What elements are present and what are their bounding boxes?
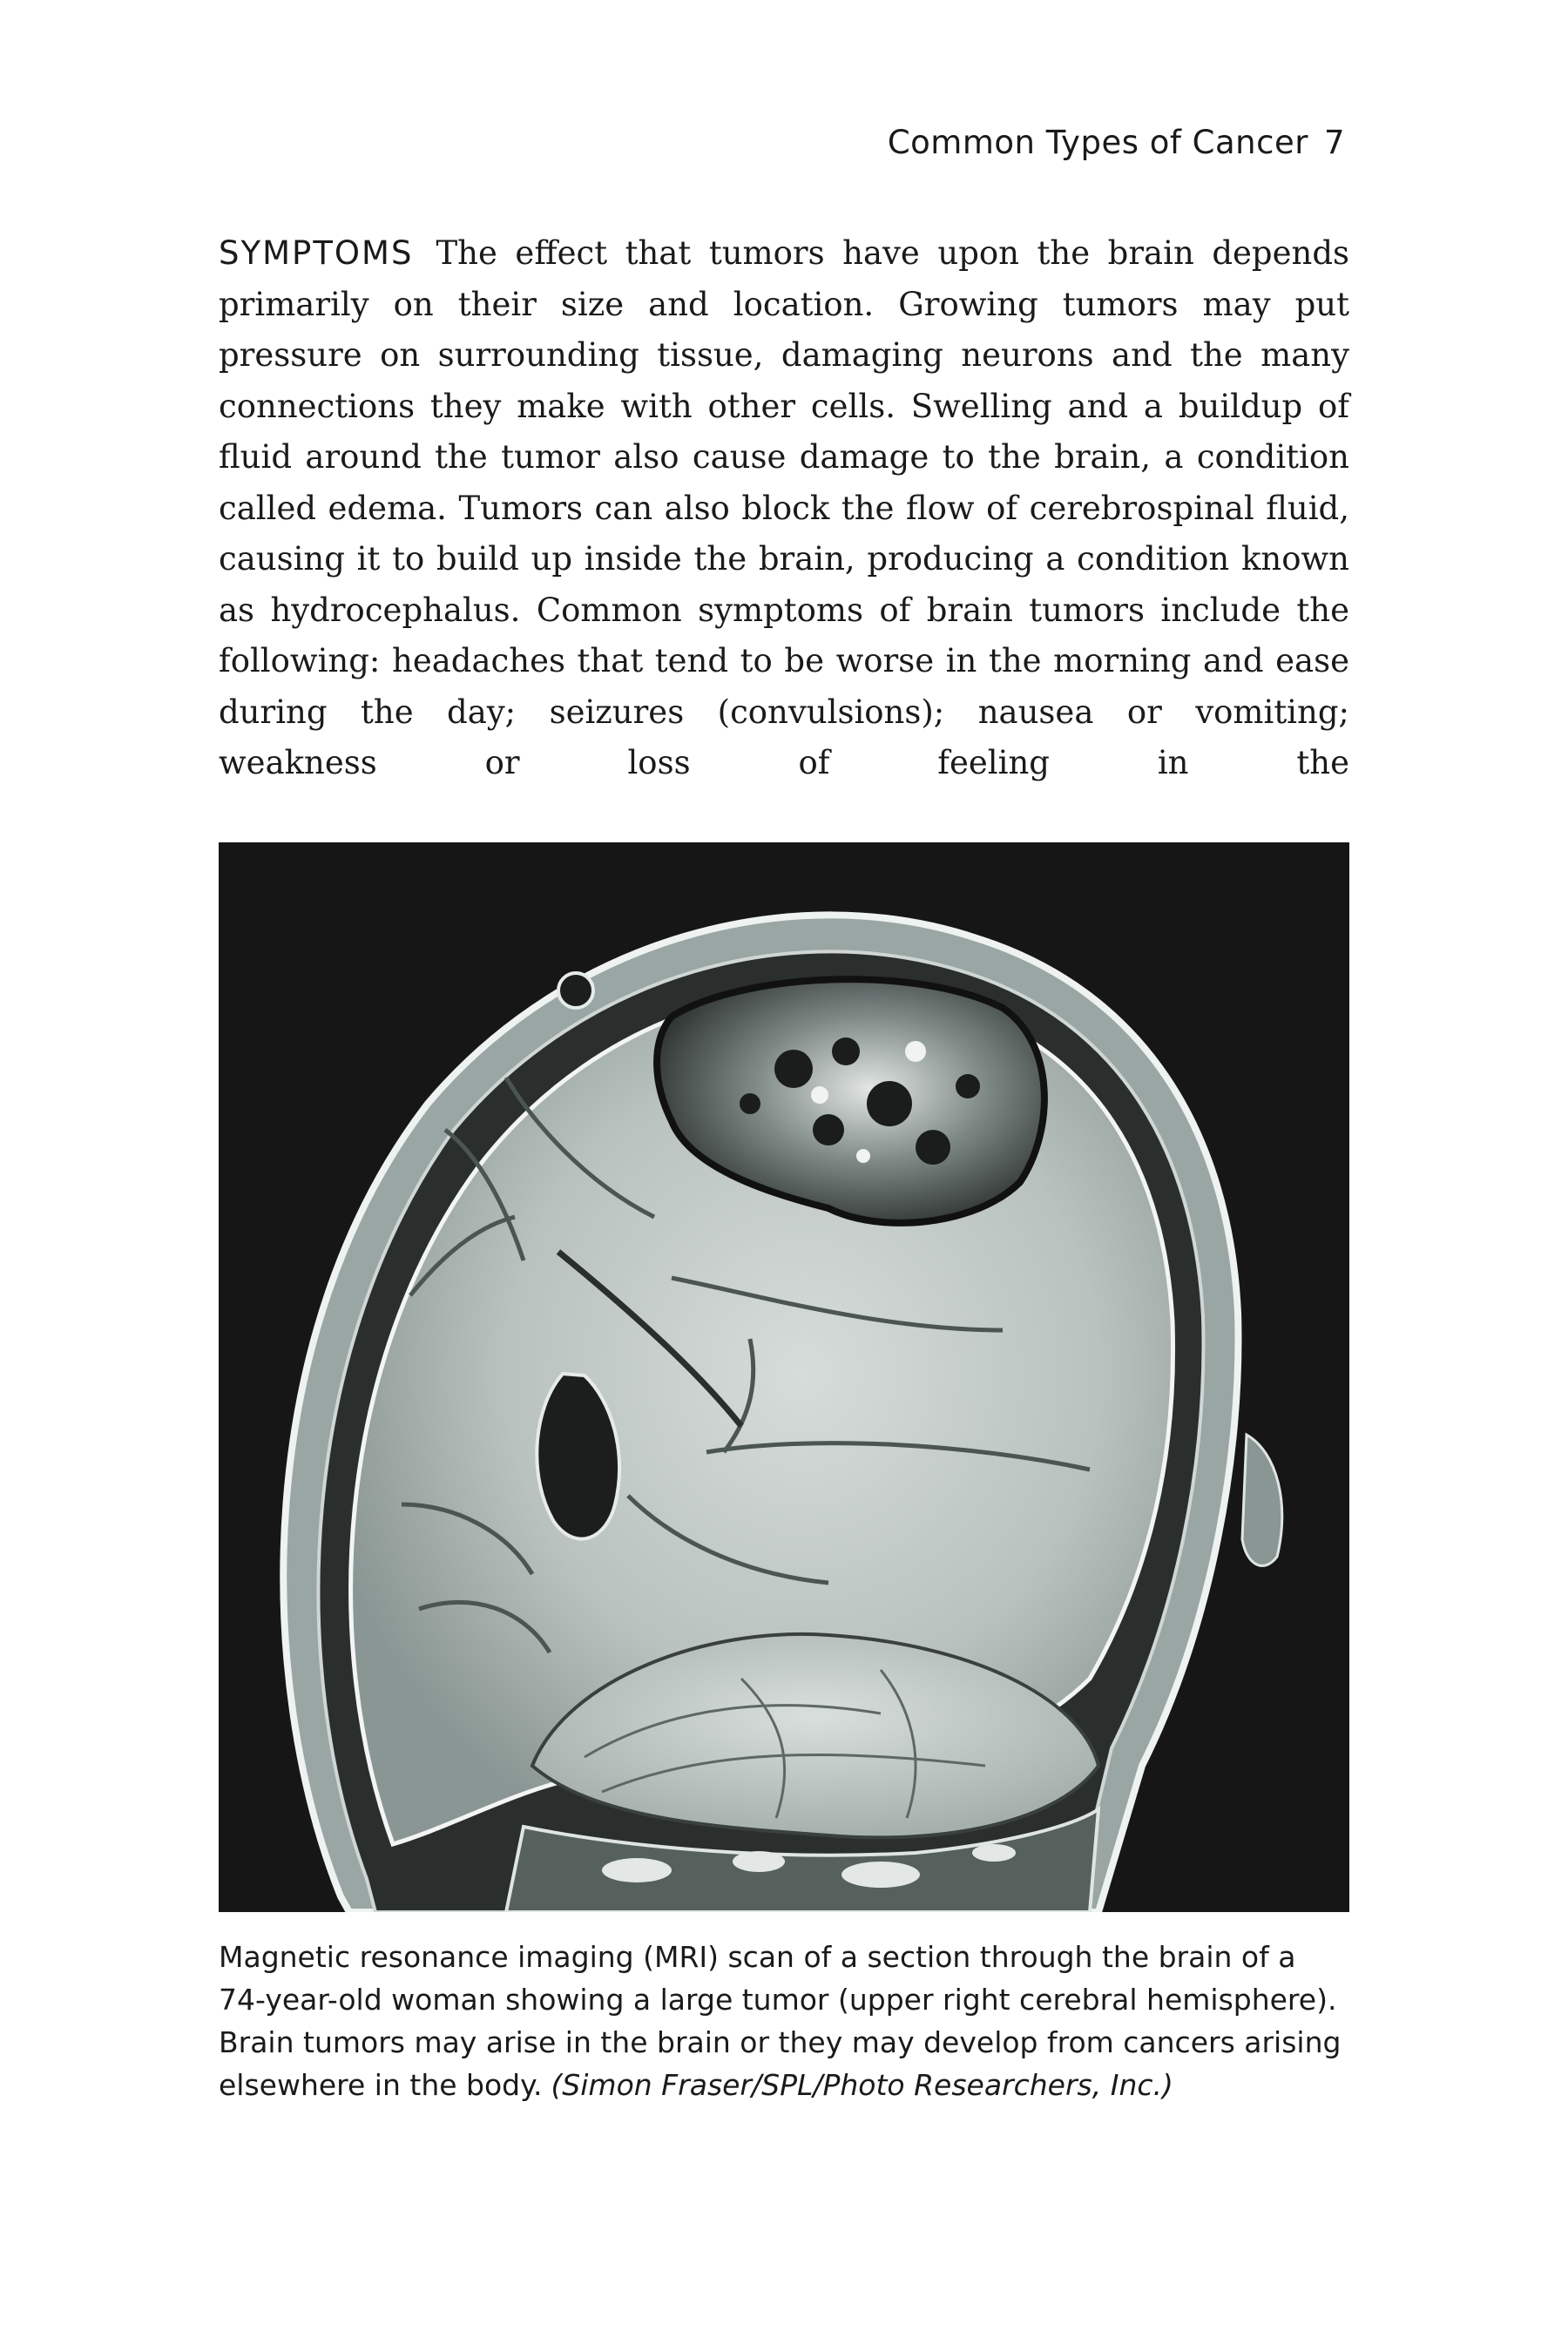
figure-caption [219, 1936, 1349, 2106]
mri-brain-scan-figure [219, 842, 1349, 1912]
paragraph-text: The effect that tumors have upon the brain depends primarily on their size and location. Growing tumors may put pressure on surrounding tissue, damaging neurons and the many connections they make with other cells. Swelling and a buildup of fluid around the tumor also cause damage to the brain, a condition called edema. Tumors can also block the flow of cerebrospinal fluid, causing it to build up inside the brain, producing a condition known as hydrocephalus. Common symptoms of brain tumors include the following: headaches that tend to be worse in the morning and ease during the day; seizures (convulsions); nausea or vomiting; weakness or loss of feeling in the [219, 234, 1349, 781]
photo-credit: (Simon Fraser/SPL/Photo Researchers, Inc.) [551, 2068, 1173, 2102]
running-head [888, 124, 1345, 161]
body-paragraph [219, 228, 1349, 789]
mri-brain-scan-image [219, 842, 1349, 1912]
running-title: Common Types of Cancer [887, 124, 1308, 161]
page-number: 7 [1323, 124, 1345, 161]
caption-text: Magnetic resonance imaging (MRI) scan of a section through the brain of a 74-year-old woman showing a large tumor (upper right cerebral hemisphere). Brain tumors may arise in the brain or they may develop from cancers arising elsewhere in the body. [219, 1940, 1342, 2102]
section-heading-symptoms: SYMPTOMS [219, 234, 414, 272]
